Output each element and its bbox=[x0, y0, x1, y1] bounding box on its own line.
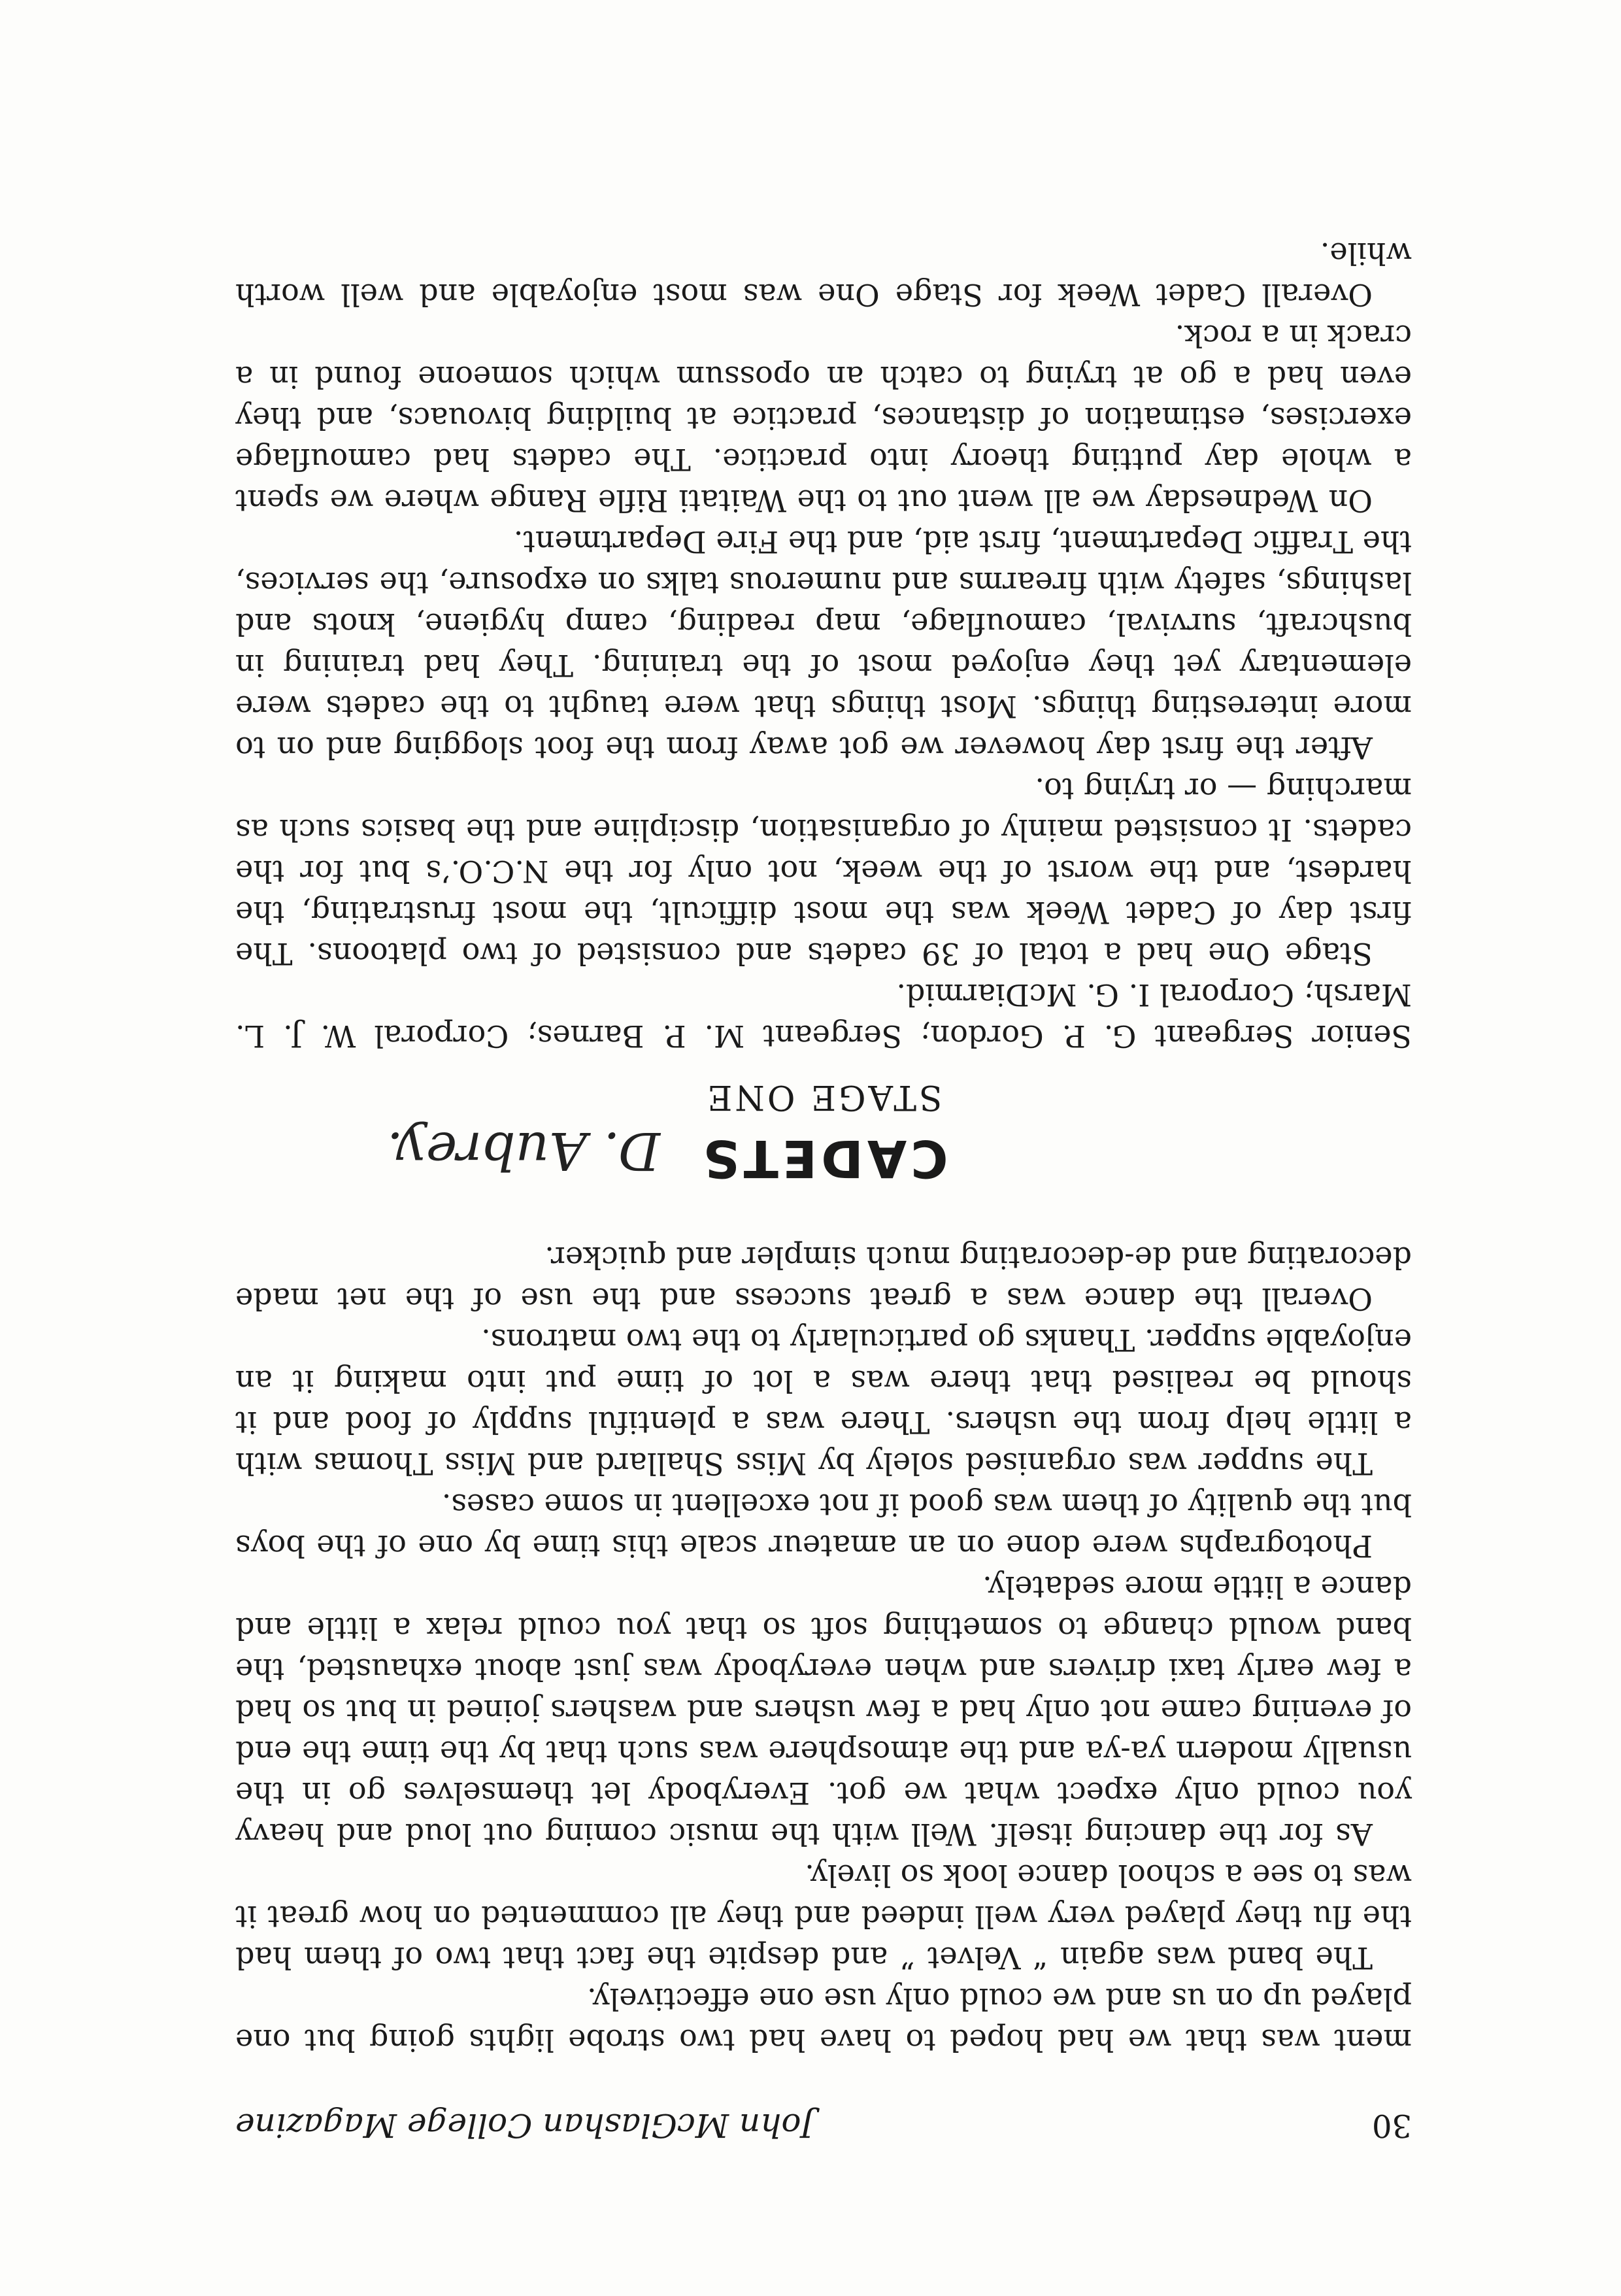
page-content bbox=[235, 233, 1412, 2146]
dance-paragraph: ment was that we had hoped to have had two strobe lights going but one played up on us and we could only use one effectively. bbox=[235, 1982, 1412, 2058]
handwritten-signature: D. Aubrey. bbox=[386, 1121, 660, 1181]
dance-paragraph: Overall the dance was a great success and the use of the net made decorating and de-decorating much simpler and quicker. bbox=[235, 1240, 1412, 1317]
section-title: CADETS bbox=[699, 1128, 948, 1187]
cadets-article bbox=[235, 233, 1412, 1056]
cadets-paragraph: On Wednesday we all went out to the Waitati Rifle Range where we spent a whole day putting theory into practice. The cadets had camouflage exercises, estimation of distances, practice at building bivouacs, and they even had a go at trying to catch an opossum which someone found in a crack in a rock. bbox=[235, 318, 1412, 518]
dance-paragraph: As for the dancing itself. Well with the music coming out loud and heavy you could only expect what we got. Everybody let themselves go in the usually modern ya-ya and the atmosphere was such that by the time the end of evening came not only had a few ushers and washers joined in but so had a few early taxi drivers and when everybody was just about exhausted, the band would change to something soft so that you could relax a little and dance a little more sedately. bbox=[235, 1570, 1412, 1852]
section-subtitle: STAGE ONE bbox=[705, 1077, 943, 1117]
officers-list: Senior Sergeant G. P. Gordon; Sergeant M. P. Barnes; Corporal W. J. L. Marsh; Corporal I. G. McDiarmid. bbox=[235, 977, 1412, 1054]
running-head: John McGlashan College Magazine bbox=[235, 2106, 814, 2144]
page-number: 30 bbox=[1371, 2107, 1412, 2144]
page-header bbox=[235, 2087, 1412, 2146]
dance-paragraph: The band was again “ Velvet ” and despite the fact that two of them had the flu they played very well indeed and they all commented on how great it was to see a school dance look so lively. bbox=[235, 1858, 1412, 1976]
dance-article bbox=[235, 1237, 1412, 2061]
dance-paragraph: The supper was organised solely by Miss Shallard and Miss Thomas with a little help from the ushers. There was a plentiful supply of food and it should be realised that there was a lot of time put into making it an enjoyable supper. Thanks go particularly to the two matrons. bbox=[235, 1323, 1412, 1481]
cadets-paragraph: After the first day however we got away from the foot slogging and on to more interesting things. Most things that were taught to the cadets were elementary yet they enjoyed most of the training. They had training in bushcraft, survival, camouflage, map reading, camp hygiene, knots and lashings, safety with firearms and numerous talks on exposure, the services, the Traffic Department, first aid, and the Fire Department. bbox=[235, 524, 1412, 766]
cadets-paragraph: Overall Cadet Week for Stage One was most enjoyable and well worth while. bbox=[235, 236, 1412, 312]
dance-paragraph: Photographs were done on an amateur scale this time by one of the boys but the quality of them was good if not excellent in some cases. bbox=[235, 1487, 1412, 1564]
cadets-heading-block bbox=[235, 1121, 1412, 1187]
cadets-paragraph: Stage One had a total of 39 cadets and consisted of two platoons. The first day of Cadet Week was the most difficult, the most frustrating, the hardest, and the worst of the week, not only for the N.C.O.’s but for the cadets. It consisted mainly of organisation, discipline and the basics such as marching — or trying to. bbox=[235, 771, 1412, 971]
